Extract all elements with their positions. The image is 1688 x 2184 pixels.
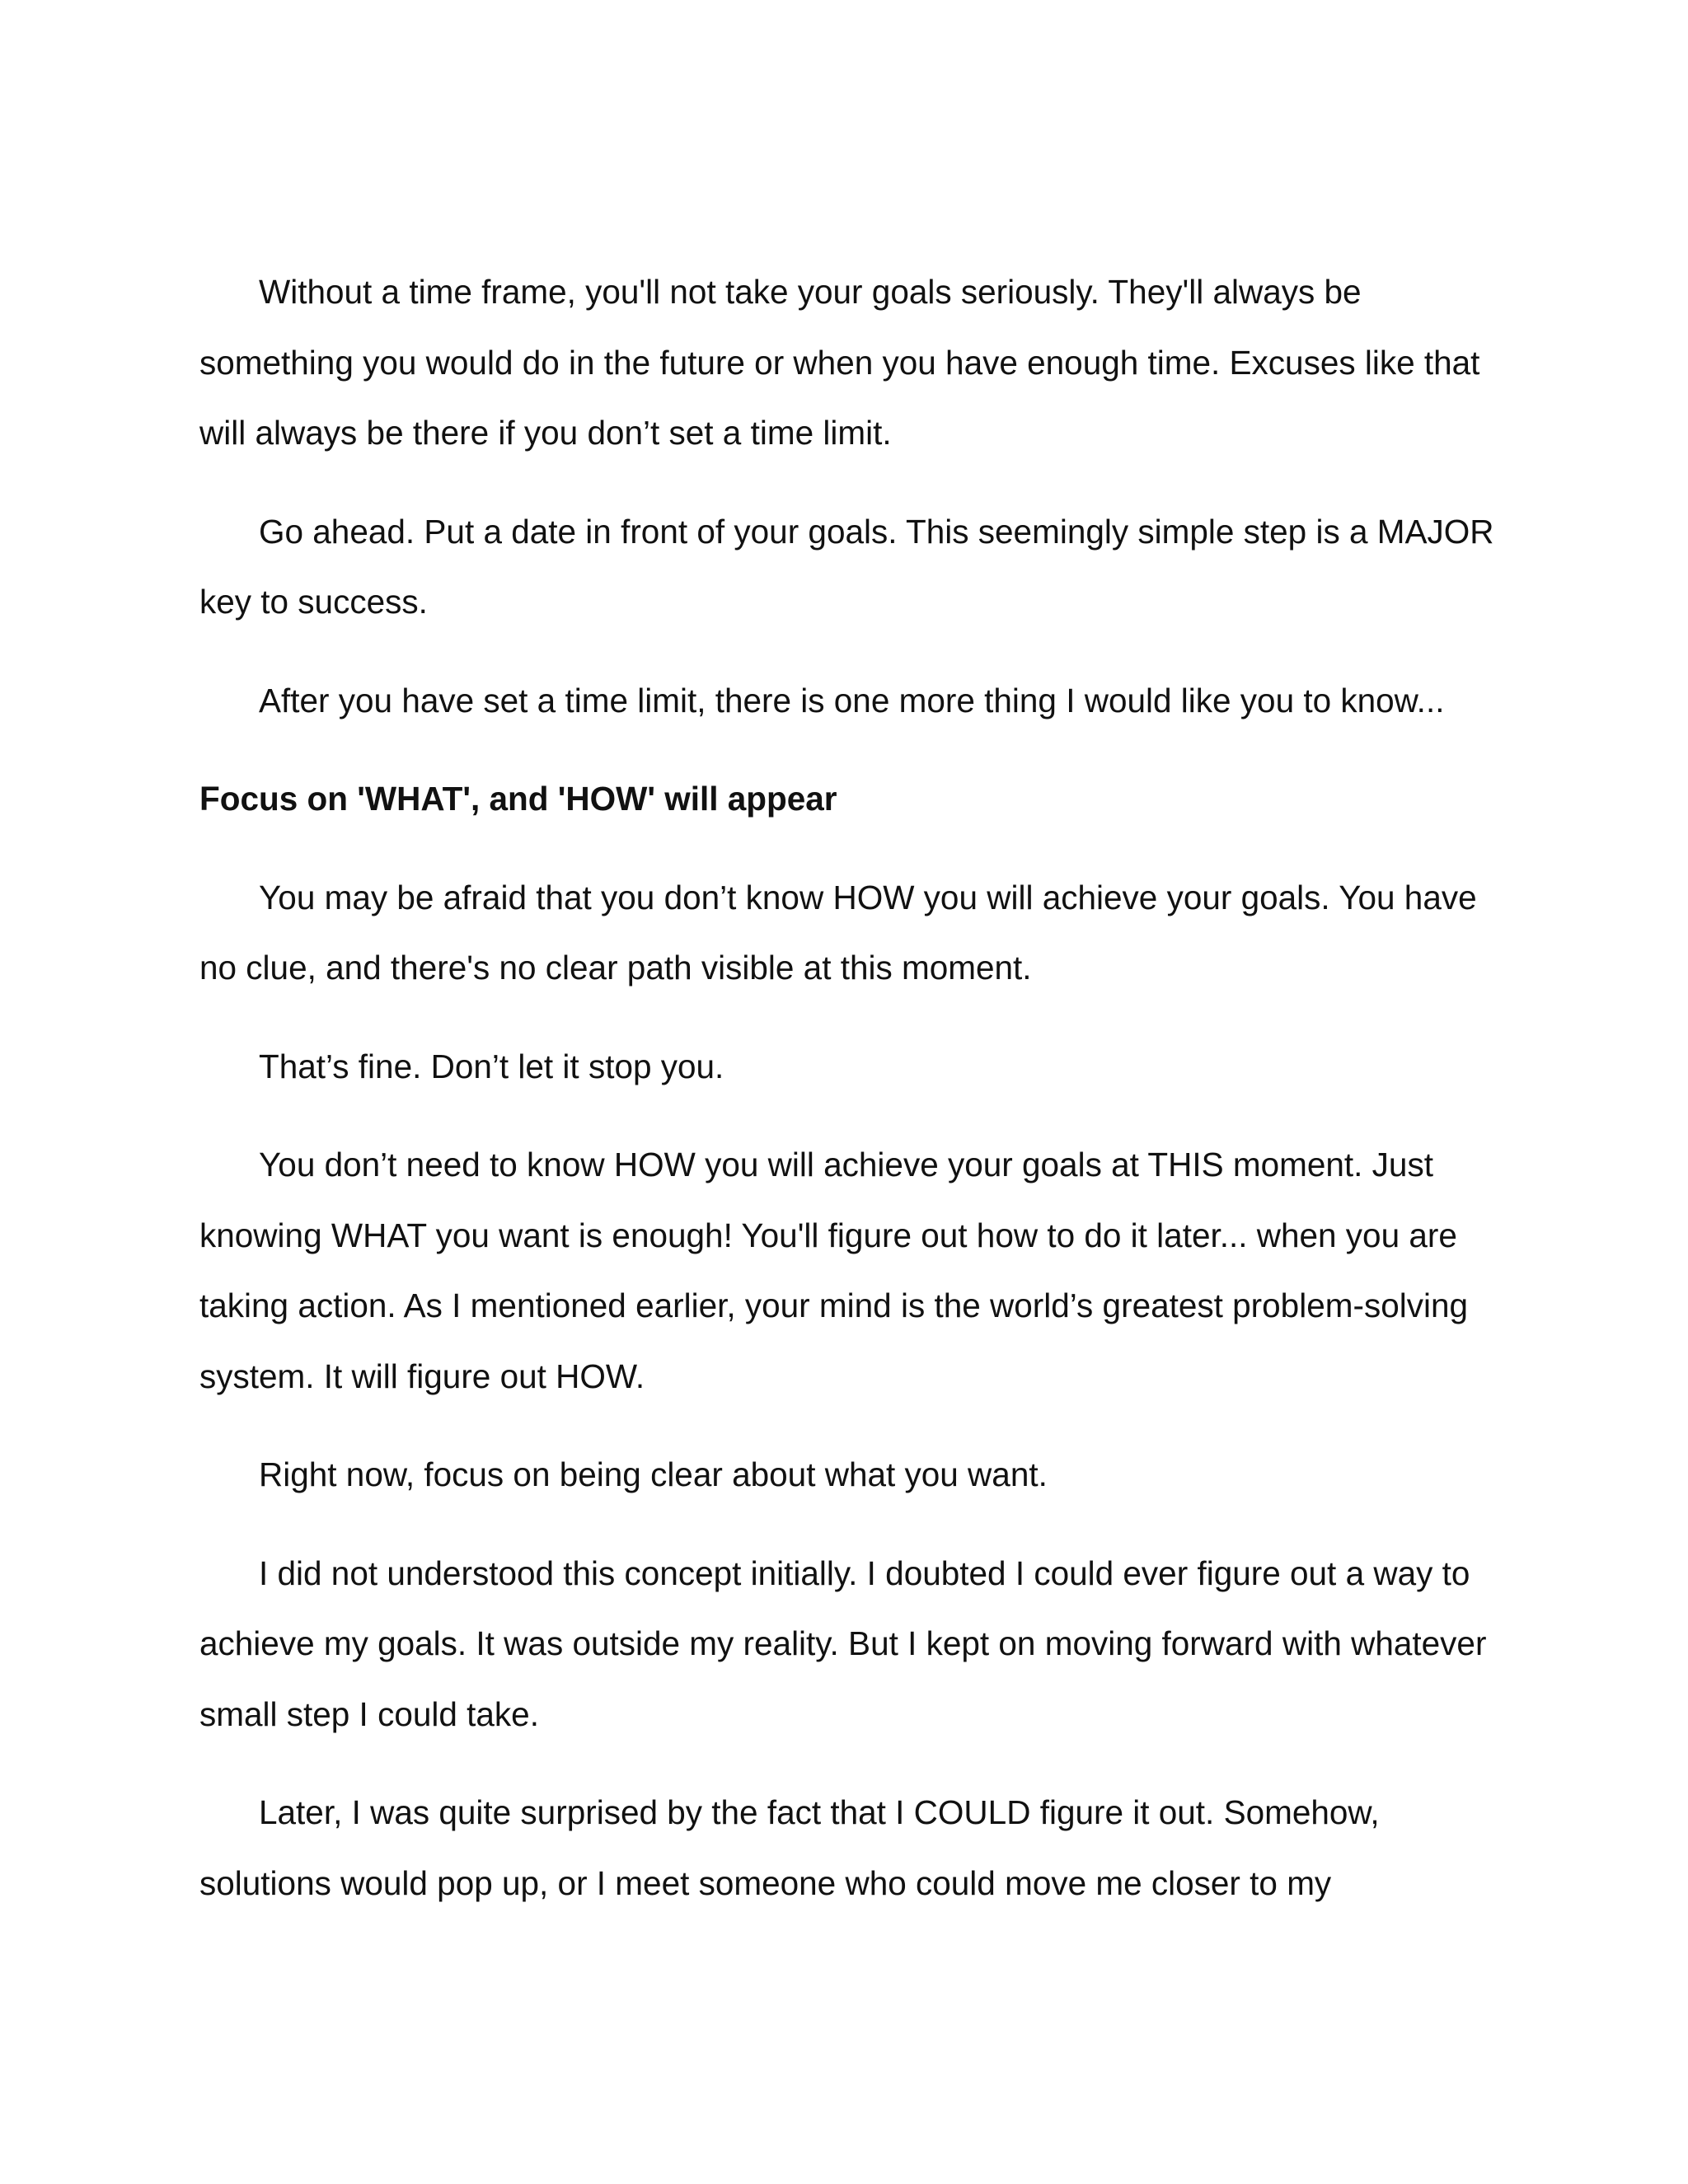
paragraph-afraid-how: You may be afraid that you don’t know HOW you will achieve your goals. You have no clue, and there's no clear path visible at this moment. [199, 878, 1477, 987]
paragraph-did-not-understand: I did not understood this concept initially. I doubted I could ever figure out a way to achieve my goals. It was outside my reality. But I kept on moving forward with whatever small step I could take. [199, 1554, 1487, 1733]
paragraph-one-more-thing: After you have set a time limit, there is one more thing I would like you to know... [259, 681, 1445, 719]
section-heading: Focus on 'WHAT', and 'HOW' will appear [199, 780, 837, 818]
paragraph-right-now: Right now, focus on being clear about what you want. [259, 1455, 1048, 1493]
paragraph-thats-fine: That’s fine. Don’t let it stop you. [259, 1047, 724, 1085]
paragraph-time-frame: Without a time frame, you'll not take your goals seriously. They'll always be something you would do in the future or when you have enough time. Excuses like that will always be there if you don’t set a time limit. [199, 273, 1480, 452]
page-body [199, 257, 1518, 1947]
paragraph-later-surprised: Later, I was quite surprised by the fact that I COULD figure it out. Somehow, solutions would pop up, or I meet someone who could move me closer to my [199, 1793, 1380, 1902]
paragraph-know-what: You don’t need to know HOW you will achieve your goals at THIS moment. Just knowing WHAT you want is enough! You'll figure out how to do it later... when you are taking action. As I mentioned earlier, your mind is the world’s greatest problem-solving system. It will figure out HOW. [199, 1146, 1469, 1395]
paragraph-put-a-date: Go ahead. Put a date in front of your goals. This seemingly simple step is a MAJOR key to success. [199, 512, 1494, 621]
